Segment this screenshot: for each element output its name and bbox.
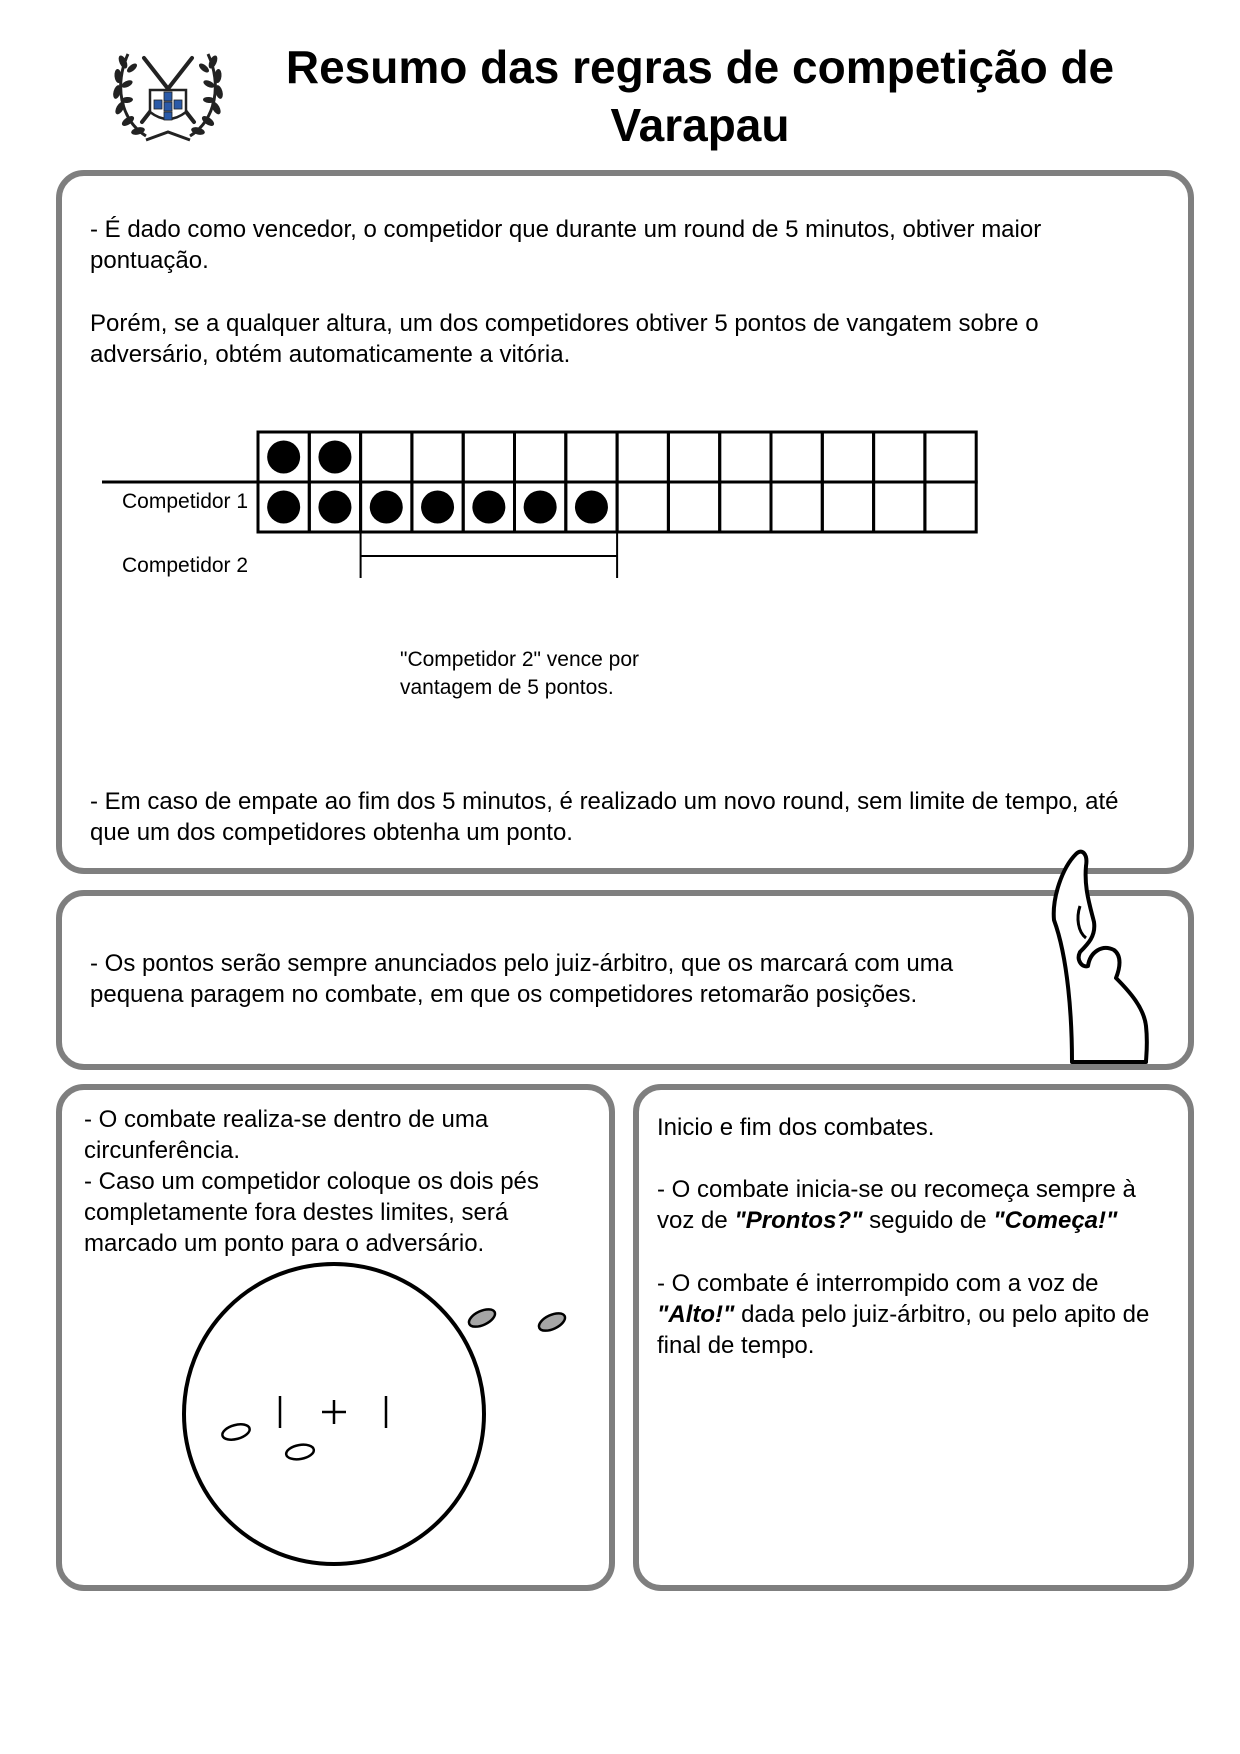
stop-rule	[657, 1268, 1167, 1361]
advantage-annotation-line2: vantagem de 5 pontos.	[400, 676, 614, 699]
score-cell	[361, 432, 412, 482]
page-title: Resumo das regras de competição de Varapau	[285, 41, 1115, 151]
start-rule	[657, 1174, 1167, 1236]
score-cell	[463, 432, 514, 482]
score-cell	[617, 432, 668, 482]
start-stop-heading: Inicio e fim dos combates.	[657, 1114, 935, 1141]
scoreboard-grid	[62, 176, 1188, 868]
score-cell	[822, 432, 873, 482]
combat-circle	[62, 1090, 609, 1585]
competitor-2-label: Competidor 2	[122, 554, 249, 577]
circle-panel	[56, 1084, 615, 1591]
score-cell	[668, 432, 719, 482]
score-cell	[874, 482, 925, 532]
score-cell	[720, 482, 771, 532]
command-alto: "Alto!"	[657, 1301, 735, 1328]
score-point	[524, 491, 557, 524]
score-cell	[874, 432, 925, 482]
stop-rule-text: - O combate é interrompido com a voz de	[657, 1270, 1099, 1297]
score-cell	[720, 432, 771, 482]
winner-rule: - É dado como vencedor, o competidor que durante um round de 5 minutos, obtiver maior pontuação.	[90, 216, 1042, 274]
points-rule: - Os pontos serão sempre anunciados pelo juiz-árbitro, que os marcará com uma pequena paragem no combate, em que os competidores retomarão posições.	[90, 950, 954, 1008]
rules-panel	[56, 170, 1194, 874]
circle-rule-1: - O combate realiza-se dentro de uma circunferência.	[84, 1106, 489, 1164]
start-rule-mid: seguido de	[862, 1207, 994, 1234]
start-rule-text: - O combate inicia-se ou recomeça sempre à voz de	[657, 1176, 1136, 1234]
score-point	[575, 491, 608, 524]
raised-hand-icon	[1050, 848, 1162, 1066]
score-point	[267, 491, 300, 524]
score-point	[472, 491, 505, 524]
score-cell	[771, 432, 822, 482]
score-point	[370, 491, 403, 524]
competitor-1-label: Competidor 1	[122, 490, 249, 513]
tie-rule: - Em caso de empate ao fim dos 5 minutos, é realizado um novo round, sem limite de tempo, até que um dos competidores obtenha um ponto.	[90, 788, 1119, 846]
score-cell	[566, 432, 617, 482]
score-cell	[515, 432, 566, 482]
score-cell	[617, 482, 668, 532]
score-cell	[925, 482, 976, 532]
points-panel	[56, 890, 1194, 1070]
score-point	[267, 441, 300, 474]
start-stop-panel	[633, 1084, 1194, 1591]
score-point	[318, 441, 351, 474]
score-point	[421, 491, 454, 524]
score-cell	[412, 432, 463, 482]
score-cell	[668, 482, 719, 532]
command-comeca: "Começa!"	[993, 1207, 1118, 1234]
circle-rule-2: - Caso um competidor coloque os dois pés completamente fora destes limites, será marcado um ponto para o adversário.	[84, 1168, 539, 1257]
advantage-annotation-line1: "Competidor 2" vence por	[400, 648, 640, 671]
score-cell	[771, 482, 822, 532]
footprint-icon	[536, 1310, 567, 1335]
score-cell	[925, 432, 976, 482]
score-point	[318, 491, 351, 524]
stop-rule-post: dada pelo juiz-árbitro, ou pelo apito de final de tempo.	[657, 1301, 1150, 1359]
crest-logo-icon	[110, 28, 226, 152]
advantage-rule: Porém, se a qualquer altura, um dos competidores obtiver 5 pontos de vangatem sobre o adversário, obtém automaticamente a vitória.	[90, 310, 1039, 368]
score-cell	[822, 482, 873, 532]
command-prontos: "Prontos?"	[734, 1207, 863, 1234]
footprint-icon	[466, 1306, 497, 1331]
